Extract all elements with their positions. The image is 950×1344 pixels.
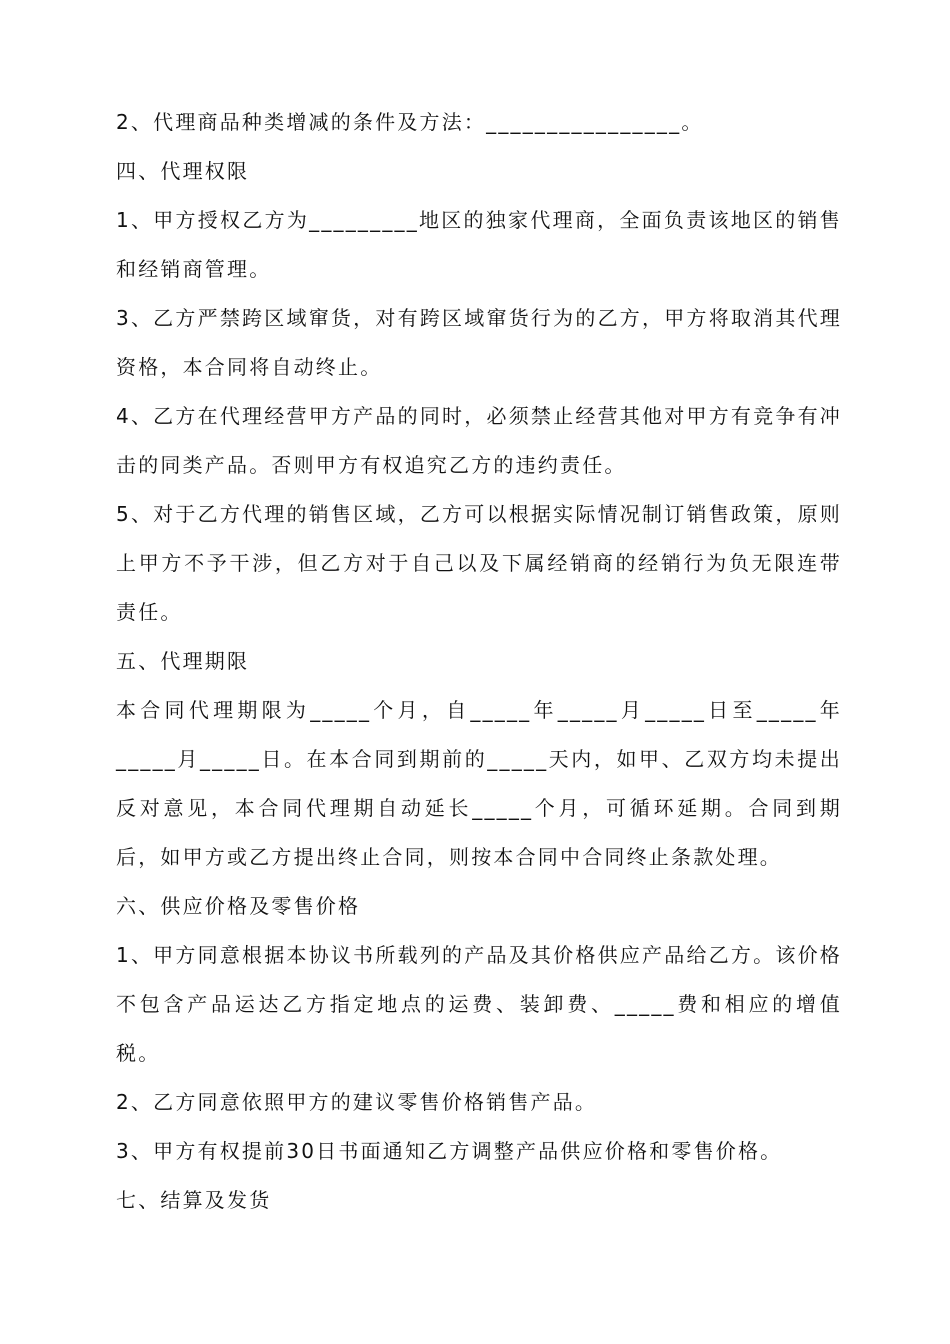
item-4-4: 4、乙方在代理经营甲方产品的同时，必须禁止经营其他对甲方有竞争有冲击的同类产品。否则甲方有权追究乙方的违约责任。 — [116, 404, 842, 477]
item-4-3: 3、乙方严禁跨区域窜货，对有跨区域窜货行为的乙方，甲方将取消其代理资格，本合同将自动终止。 — [116, 306, 842, 379]
item-2-range-change: 2、代理商品种类增减的条件及方法：________________。 — [116, 110, 704, 134]
section-7-heading: 七、结算及发货 — [116, 1188, 272, 1212]
section-6-heading: 六、供应价格及零售价格 — [116, 894, 361, 918]
item-4-1: 1、甲方授权乙方为_________地区的独家代理商，全面负责该地区的销售和经销商管理。 — [116, 208, 842, 281]
item-6-3: 3、甲方有权提前30日书面通知乙方调整产品供应价格和零售价格。 — [116, 1139, 783, 1163]
item-4-5: 5、对于乙方代理的销售区域，乙方可以根据实际情况制订销售政策，原则上甲方不予干涉，但乙方对于自己以及下属经销商的经销行为负无限连带责任。 — [116, 502, 842, 624]
document-page — [116, 98, 842, 1225]
item-5-term: 本合同代理期限为_____个月，自_____年_____月_____日至_____年_____月_____日。在本合同到期前的_____天内，如甲、乙双方均未提出反对意见，本合同代理期自动延长_____个月，可循环延期。合同到期后，如甲方或乙方提出终止合同，则按本合同中合同终止条款处理。 — [116, 698, 842, 869]
item-6-2: 2、乙方同意依照甲方的建议零售价格销售产品。 — [116, 1090, 598, 1114]
item-6-1: 1、甲方同意根据本协议书所载列的产品及其价格供应产品给乙方。该价格不包含产品运达乙方指定地点的运费、装卸费、_____费和相应的增值税。 — [116, 943, 842, 1065]
section-5-heading: 五、代理期限 — [116, 649, 250, 673]
section-4-heading: 四、代理权限 — [116, 159, 250, 183]
